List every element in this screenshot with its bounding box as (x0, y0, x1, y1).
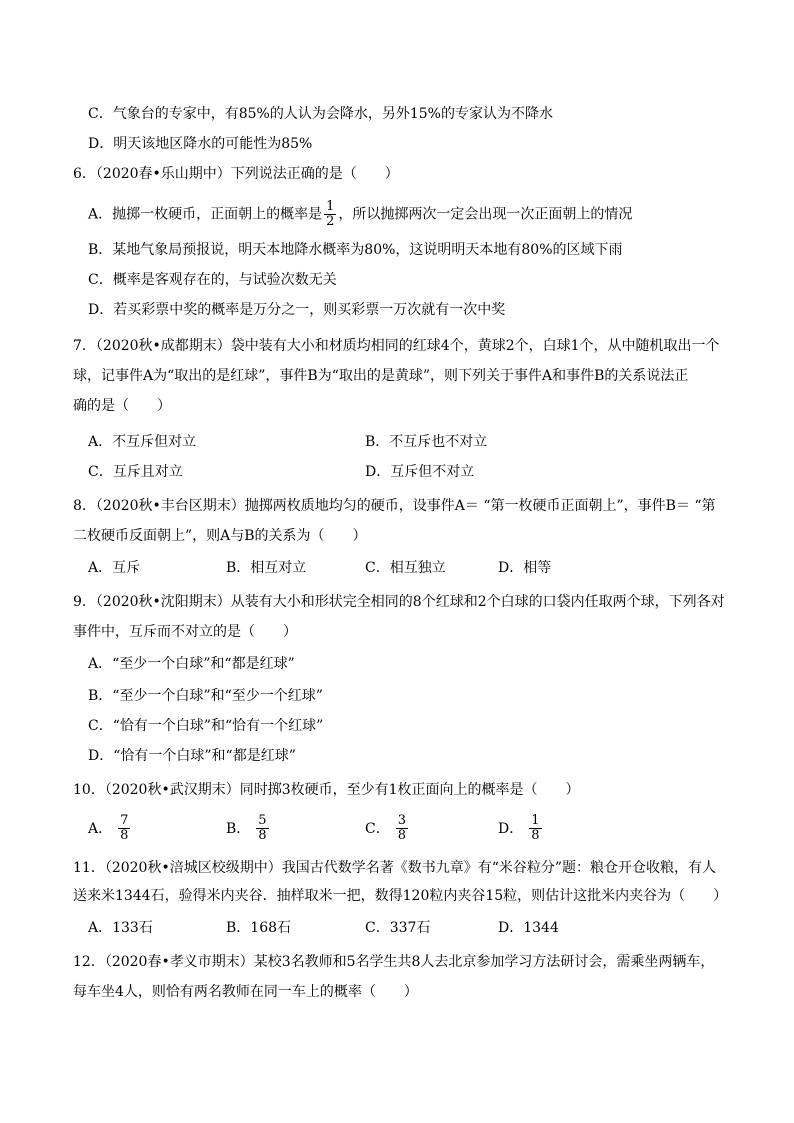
q11-option-c: C．337石 (365, 920, 431, 936)
q10-option-d-label: D． (498, 820, 524, 837)
q7-option-d: D．互斥但不对立 (365, 464, 475, 480)
fraction-denominator: 8 (120, 828, 129, 843)
fraction-one-half (324, 200, 336, 229)
q9-option-a: A．“至少一个白球”和“都是红球” (88, 656, 295, 672)
q9-option-d: D．“恰有一个白球”和“都是红球” (88, 748, 296, 764)
question-11-stem-line-1: 11．（2020秋•涪城区校级期中）我国古代数学名著《数书九章》有“米谷粒分”题：粮仓开仓收粮，有人 (73, 860, 717, 876)
q6-option-b: B．某地气象局预报说，明天本地降水概率为80%，这说明明天本地有80%的区域下雨 (88, 242, 623, 258)
q5-option-d: D．明天该地区降水的可能性为85% (88, 136, 313, 152)
q10-option-b (226, 814, 271, 843)
fraction-denominator: 8 (258, 828, 267, 843)
q11-option-b: B．168石 (226, 920, 292, 936)
question-9-stem-line-1: 9．（2020秋•沈阳期末）从装有大小和形状完全相同的8个红球和2个白球的口袋内任取两个球，下列各对 (73, 594, 725, 610)
question-8-stem-line-2: 二枚硬币反面朝上”，则A与B的关系为（ ） (73, 528, 367, 544)
q8-option-c: C．相互独立 (365, 560, 446, 576)
fraction-denominator: 8 (531, 828, 540, 843)
q9-option-b: B．“至少一个白球”和“至少一个红球” (88, 688, 323, 704)
q7-option-c: C．互斥且对立 (88, 464, 183, 480)
q8-option-d: D．相等 (498, 560, 552, 576)
fraction-numerator: 3 (397, 813, 406, 828)
question-8-stem-line-1: 8．（2020秋•丰台区期末）抛掷两枚质地均匀的硬币，设事件A＝ “第一枚硬币正面朝上”，事件B＝ “第 (73, 498, 716, 514)
q10-option-c (365, 814, 410, 843)
q6-option-a-text-end: ，所以抛掷两次一定会出现一次正面朝上的情况 (338, 206, 633, 223)
q8-option-a: A．互斥 (88, 560, 141, 576)
fraction-5-8 (256, 814, 268, 843)
fraction-7-8 (118, 814, 130, 843)
question-6-stem: 6．（2020春•乐山期中）下列说法正确的是（ ） (73, 166, 399, 182)
q9-option-c: C．“恰有一个白球”和“恰有一个红球” (88, 718, 324, 734)
q10-option-c-label: C． (365, 820, 390, 837)
q6-option-c: C．概率是客观存在的，与试验次数无关 (88, 272, 337, 288)
q11-option-a: A．133石 (88, 920, 153, 936)
fraction-numerator: 1 (326, 199, 335, 214)
question-7-stem-line-1: 7．（2020秋•成都期末）袋中装有大小和材质均相同的红球4个，黄球2个，白球1个，从中随机取出一个 (73, 338, 720, 354)
q6-option-a-text: A．抛掷一枚硬币，正面朝上的概率是 (88, 206, 323, 223)
q10-option-d (498, 814, 544, 843)
fraction-denominator: 8 (397, 828, 406, 843)
q6-option-a (88, 200, 632, 229)
question-12-stem-line-1: 12．（2020春•孝义市期末）某校3名教师和5名学生共8人去北京参加学习方法研讨会，需乘坐两辆车， (73, 954, 715, 970)
fraction-denominator: 2 (326, 214, 335, 229)
fraction-3-8 (396, 814, 408, 843)
fraction-numerator: 1 (531, 813, 540, 828)
q10-option-a-label: A． (88, 820, 113, 837)
q7-option-b: B．不互斥也不对立 (365, 434, 488, 450)
q5-option-c: C．气象台的专家中，有85%的人认为会降水，另外15%的专家认为不降水 (88, 106, 553, 122)
question-12-stem-line-2: 每车坐4人，则恰有两名教师在同一车上的概率（ ） (73, 984, 418, 1000)
q7-option-a: A．不互斥但对立 (88, 434, 197, 450)
question-11-stem-line-2: 送来米1344石，验得米内夹谷．抽样取米一把，数得120粒内夹谷15粒，则估计这批米内夹谷为（ ） (73, 888, 728, 904)
question-7-stem-line-3: 确的是（ ） (73, 398, 171, 414)
q8-option-b: B．相互对立 (226, 560, 307, 576)
fraction-1-8 (529, 814, 541, 843)
q10-option-b-label: B． (226, 820, 251, 837)
q6-option-d: D．若买彩票中奖的概率是万分之一，则买彩票一万次就有一次中奖 (88, 302, 506, 318)
question-10-stem: 10．（2020秋•武汉期末）同时掷3枚硬币，至少有1枚正面向上的概率是（ ） (73, 782, 580, 798)
q10-option-a (88, 814, 132, 843)
fraction-numerator: 5 (258, 813, 267, 828)
question-9-stem-line-2: 事件中，互斥而不对立的是（ ） (73, 624, 297, 640)
question-7-stem-line-2: 球，记事件A为“取出的是红球”，事件B为“取出的是黄球”，则下列关于事件A和事件B的关系说法正 (73, 368, 689, 384)
q11-option-d: D．1344 (498, 920, 559, 936)
fraction-numerator: 7 (120, 813, 129, 828)
